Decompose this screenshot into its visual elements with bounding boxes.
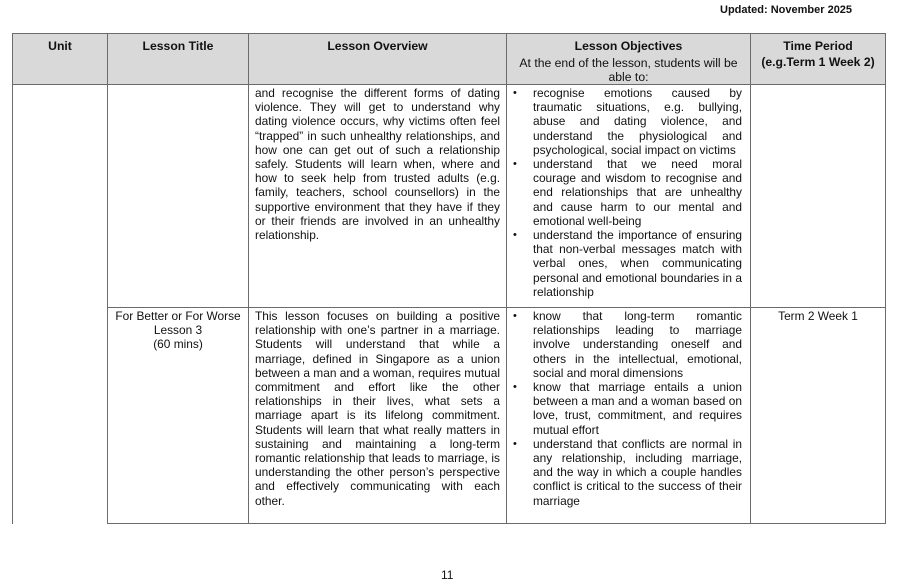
table-header-row	[13, 34, 886, 85]
table-row	[13, 308, 886, 524]
objective-item	[511, 380, 742, 437]
page-number: 11	[441, 568, 454, 582]
header-time-period-sub: (e.g.Term 1 Week 2)	[761, 55, 875, 69]
header-lesson-objectives	[507, 34, 751, 85]
bullet-icon: •	[513, 310, 517, 322]
table-row	[13, 85, 886, 308]
header-lesson-objectives-sub: At the end of the lesson, students will be able to:	[519, 56, 738, 84]
unit-cell	[13, 308, 108, 524]
lesson-title-cell	[108, 85, 249, 308]
objectives-list	[507, 85, 750, 299]
objective-text: understand the importance of ensuring that non-verbal messages match with verbal ones, when communicating personal and emotional boundaries in a relationship	[533, 228, 742, 299]
lesson-title: For Better or For Worse	[115, 309, 241, 323]
bullet-icon: •	[513, 87, 517, 99]
header-lesson-overview	[249, 34, 507, 85]
objective-item	[511, 437, 742, 508]
objective-text: understand that we need moral courage and wisdom to recognise and end relationships that are unhealthy and cause harm to our mental and emotional well-being	[533, 157, 742, 228]
lesson-overview-cell: and recognise the different forms of dating violence. They will get to understand why dating violence occurs, why victims often feel “trapped” in such unhealthy relationships, and how one can get out of such a relationship safely. Students will learn when, where and how to seek help from trusted adults (e.g. family, teachers, school counsellors) in the supportive environment that they have if they or their friends are involved in an unhealthy relationship.	[249, 85, 507, 308]
unit-cell	[13, 85, 108, 308]
header-lesson-title-label: Lesson Title	[142, 39, 214, 53]
header-unit	[13, 34, 108, 85]
lesson-number: Lesson 3	[153, 323, 203, 338]
objective-text: know that long-term romantic relationships leading to marriage involve understanding oneself and others in the intellectual, emotional, social and moral dimensions	[533, 309, 742, 380]
objective-text: understand that conflicts are normal in any relationship, including marriage, and the way in which a couple handles conflict is critical to the success of their marriage	[533, 436, 742, 508]
header-lesson-overview-label: Lesson Overview	[327, 39, 428, 53]
objective-item	[511, 309, 742, 380]
bullet-icon: •	[513, 381, 517, 394]
header-unit-label: Unit	[48, 39, 72, 53]
header-lesson-objectives-label: Lesson Objectives	[574, 39, 683, 53]
lesson-objectives-cell	[507, 308, 751, 524]
objective-text: recognise emotions caused by traumatic situations, e.g. bullying, abuse and dating violence, and understand the physiological and psychological, social impact on victims	[533, 86, 742, 157]
objective-item	[511, 86, 742, 157]
time-period-cell	[751, 85, 886, 308]
header-lesson-title	[108, 34, 249, 85]
lesson-overview-cell: This lesson focuses on building a positive relationship with one’s partner in a marriage. Students will understand that while a marriage, defined in Singapore as a union between a man and a woman, requires mutual commitment and effort like the other relationships in their lives, what sets a marriage apart is its lifelong commitment. Students will learn that what really matters in sustaining and maintaining a long-term romantic relationship that leads to marriage, is understanding the other person’s perspective and effectively communicating with each other.	[249, 308, 507, 524]
header-time-period-label: Time Period	[783, 39, 853, 53]
objective-text: know that marriage entails a union between a man and a woman based on love, trust, commitment, and requires mutual effort	[533, 380, 742, 437]
objective-item	[511, 228, 742, 299]
bullet-icon: •	[513, 158, 517, 171]
bullet-icon: •	[513, 437, 517, 450]
lesson-objectives-cell	[507, 85, 751, 308]
header-time-period	[751, 34, 886, 85]
lesson-plan-table	[12, 33, 886, 524]
lesson-duration: (60 mins)	[153, 337, 203, 352]
objectives-list	[507, 308, 750, 508]
updated-date: Updated: November 2025	[720, 4, 853, 16]
objective-item	[511, 157, 742, 228]
bullet-icon: •	[513, 229, 517, 242]
time-period-cell: Term 2 Week 1	[751, 308, 886, 524]
lesson-title-cell	[108, 308, 249, 524]
